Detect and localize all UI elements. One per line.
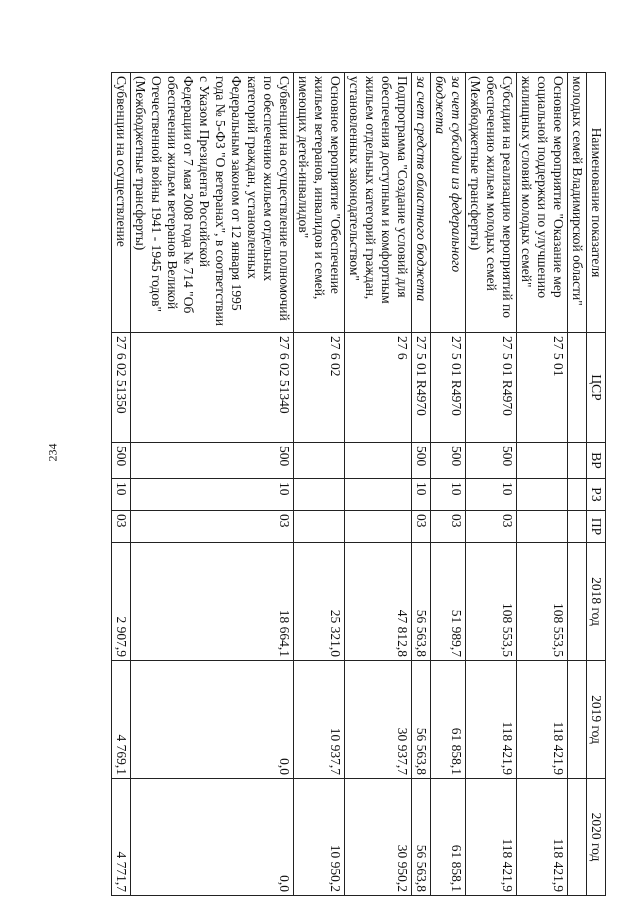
table-header-row bbox=[587, 73, 606, 896]
budget-table bbox=[111, 72, 606, 896]
cell-2018: 51 989,7 bbox=[431, 543, 466, 661]
cell-2019: 56 563,8 bbox=[412, 661, 431, 779]
cell-name: Субсидии на реализацию мероприятий по обеспечению жильем молодых семей (Межбюджетные трансферты) bbox=[466, 73, 517, 333]
cell-2018: 56 563,8 bbox=[412, 543, 431, 661]
cell-2020: 0,0 bbox=[131, 779, 294, 896]
cell-vr bbox=[517, 443, 568, 479]
table-row bbox=[131, 73, 294, 896]
cell-name: Субвенции на осуществление bbox=[112, 73, 131, 333]
cell-pr: 03 bbox=[466, 511, 517, 543]
cell-2019: 61 858,1 bbox=[431, 661, 466, 779]
table-row bbox=[294, 73, 345, 896]
cell-pr: 03 bbox=[112, 511, 131, 543]
table-row bbox=[466, 73, 517, 896]
cell-vr bbox=[294, 443, 345, 479]
cell-rz: 10 bbox=[466, 479, 517, 511]
header-name: Наименование показателя bbox=[587, 73, 606, 333]
cell-vr: 500 bbox=[112, 443, 131, 479]
cell-name: за счет средств областного бюджета bbox=[412, 73, 431, 333]
cell-csr: 27 6 02 bbox=[294, 333, 345, 443]
cell-pr: 03 bbox=[412, 511, 431, 543]
cell-csr: 27 6 bbox=[345, 333, 412, 443]
cell-pr: 03 bbox=[431, 511, 466, 543]
header-vr: ВР bbox=[587, 443, 606, 479]
header-2018: 2018 год bbox=[587, 543, 606, 661]
page-number: 234 bbox=[45, 443, 60, 462]
cell-2018: 47 812,8 bbox=[345, 543, 412, 661]
cell-pr bbox=[345, 511, 412, 543]
cell-2020 bbox=[568, 779, 587, 896]
cell-vr bbox=[568, 443, 587, 479]
header-2020: 2020 год bbox=[587, 779, 606, 896]
cell-2018: 108 553,5 bbox=[466, 543, 517, 661]
cell-name: за счет субсидии из федерального бюджета bbox=[431, 73, 466, 333]
cell-rz: 10 bbox=[431, 479, 466, 511]
cell-name: молодых семей Владимирской области" bbox=[568, 73, 587, 333]
header-pr: ПР bbox=[587, 511, 606, 543]
cell-2019: 4 769,1 bbox=[112, 661, 131, 779]
cell-2019: 0,0 bbox=[131, 661, 294, 779]
header-rz: РЗ bbox=[587, 479, 606, 511]
cell-csr: 27 6 02 51340 bbox=[131, 333, 294, 443]
cell-csr: 27 5 01 R4970 bbox=[412, 333, 431, 443]
table-row bbox=[112, 73, 131, 896]
cell-vr bbox=[345, 443, 412, 479]
cell-2019 bbox=[568, 661, 587, 779]
cell-2020: 30 950,2 bbox=[345, 779, 412, 896]
cell-2019: 118 421,9 bbox=[466, 661, 517, 779]
rotated-page-content bbox=[75, 72, 606, 895]
cell-2020: 56 563,8 bbox=[412, 779, 431, 896]
cell-2019: 118 421,9 bbox=[517, 661, 568, 779]
cell-2018: 25 321,0 bbox=[294, 543, 345, 661]
cell-vr: 500 bbox=[131, 443, 294, 479]
cell-csr: 27 5 01 bbox=[517, 333, 568, 443]
cell-rz bbox=[517, 479, 568, 511]
header-2019: 2019 год bbox=[587, 661, 606, 779]
cell-rz bbox=[568, 479, 587, 511]
table-row bbox=[412, 73, 431, 896]
cell-csr: 27 6 02 51350 bbox=[112, 333, 131, 443]
cell-2018: 108 553,5 bbox=[517, 543, 568, 661]
cell-rz: 10 bbox=[112, 479, 131, 511]
cell-csr: 27 5 01 R4970 bbox=[466, 333, 517, 443]
cell-2018: 2 907,9 bbox=[112, 543, 131, 661]
cell-pr bbox=[568, 511, 587, 543]
table-row bbox=[517, 73, 568, 896]
cell-2020: 10 950,2 bbox=[294, 779, 345, 896]
cell-vr: 500 bbox=[466, 443, 517, 479]
cell-name: Основное мероприятие "Оказание мер социальной поддержки по улучшению жилищных условий молодых семей" bbox=[517, 73, 568, 333]
cell-rz: 10 bbox=[412, 479, 431, 511]
table-row bbox=[431, 73, 466, 896]
cell-csr: 27 5 01 R4970 bbox=[431, 333, 466, 443]
cell-rz bbox=[345, 479, 412, 511]
cell-pr bbox=[294, 511, 345, 543]
cell-rz: 10 bbox=[131, 479, 294, 511]
table-row bbox=[345, 73, 412, 896]
cell-2020: 61 858,1 bbox=[431, 779, 466, 896]
header-csr: ЦСР bbox=[587, 333, 606, 443]
table-row bbox=[568, 73, 587, 896]
cell-name: Основное мероприятие "Обеспечение жильем ветеранов, инвалидов и семей, имеющих детей-инвалидов" bbox=[294, 73, 345, 333]
table-body bbox=[112, 73, 587, 896]
cell-vr: 500 bbox=[412, 443, 431, 479]
cell-pr bbox=[517, 511, 568, 543]
cell-2019: 10 937,7 bbox=[294, 661, 345, 779]
cell-2020: 4 771,7 bbox=[112, 779, 131, 896]
cell-2018 bbox=[568, 543, 587, 661]
cell-name: Подпрограмма "Создание условий для обеспечения доступным и комфортным жильем отдельных категорий граждан, установленных законодательством" bbox=[345, 73, 412, 333]
cell-2020: 118 421,9 bbox=[466, 779, 517, 896]
cell-vr: 500 bbox=[431, 443, 466, 479]
cell-2019: 30 937,7 bbox=[345, 661, 412, 779]
cell-2018: 18 664,1 bbox=[131, 543, 294, 661]
cell-2020: 118 421,9 bbox=[517, 779, 568, 896]
cell-pr: 03 bbox=[131, 511, 294, 543]
cell-csr bbox=[568, 333, 587, 443]
cell-rz bbox=[294, 479, 345, 511]
cell-name: Субвенции на осуществление полномочий по обеспечению жильем отдельных категорий граждан, установленных Федеральным законом от 12 января 1995 года № 5-ФЗ "О ветеранах", в соответствии с Указом Президента Российской Федерации от 7 мая 2008 года № 714 "Об обеспечении жильем ветеранов Великой Отечественной войны 1941 - 1945 годов" (Межбюджетные трансферты) bbox=[131, 73, 294, 333]
